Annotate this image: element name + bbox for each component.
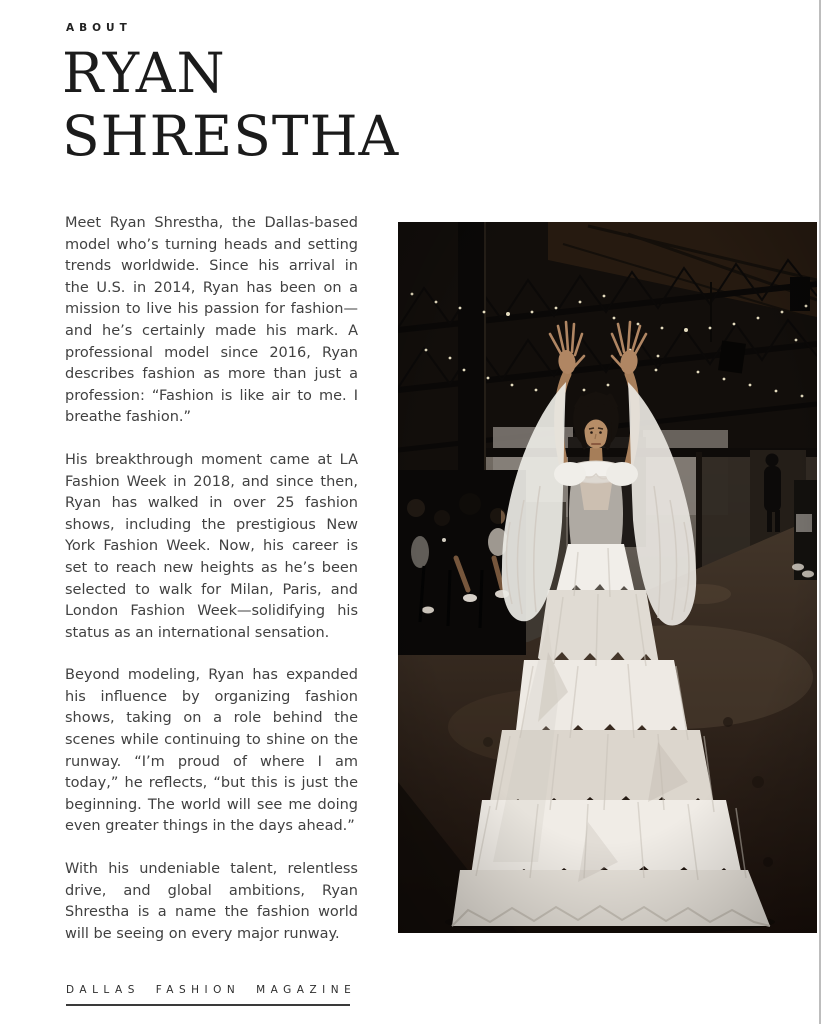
body-paragraph: With his undeniable talent, relentless drive, and global ambitions, Ryan Shrestha is a name the fashion world will be seeing on every major runway. <box>65 861 358 942</box>
footer-rule <box>66 1004 350 1006</box>
body-paragraph: His breakthrough moment came at LA Fashion Week in 2018, and since then, Ryan has walked in over 25 fashion shows, including the prestigious New York Fashion Week. Now, his career is set to reach new heights as he’s been selected to walk for Milan, Paris, and London Fashion Week—solidifying his status as an international sensation. <box>65 451 358 641</box>
photo-vignette <box>398 222 817 933</box>
article-body <box>65 213 358 966</box>
footer-brand: DALLAS FASHION MAGAZINE <box>66 984 357 996</box>
title-line-1: RYAN <box>62 41 226 105</box>
runway-photo-illustration <box>398 222 817 933</box>
runway-photo <box>398 222 817 933</box>
body-paragraph: Meet Ryan Shrestha, the Dallas-based model who’s turning heads and setting trends worldwide. Since his arrival in the U.S. in 2014, Ryan has been on a mission to live his passion for fashion—and he’s certainly made his mark. A professional model since 2016, Ryan describes fashion as more than just a profession: “Fashion is like air to me. I breathe fashion.” <box>65 215 358 426</box>
title-line-2: SHRESTHA <box>62 104 400 168</box>
kicker-label: ABOUT <box>66 22 132 34</box>
page-title <box>62 42 399 168</box>
body-paragraph: Beyond modeling, Ryan has expanded his influence by organizing fashion shows, taking on a role behind the scenes while continuing to shine on the runway. “I’m proud of where I am today,” he reflects, “but this is just the beginning. The world will see me doing even greater things in the days ahead.” <box>65 667 358 835</box>
